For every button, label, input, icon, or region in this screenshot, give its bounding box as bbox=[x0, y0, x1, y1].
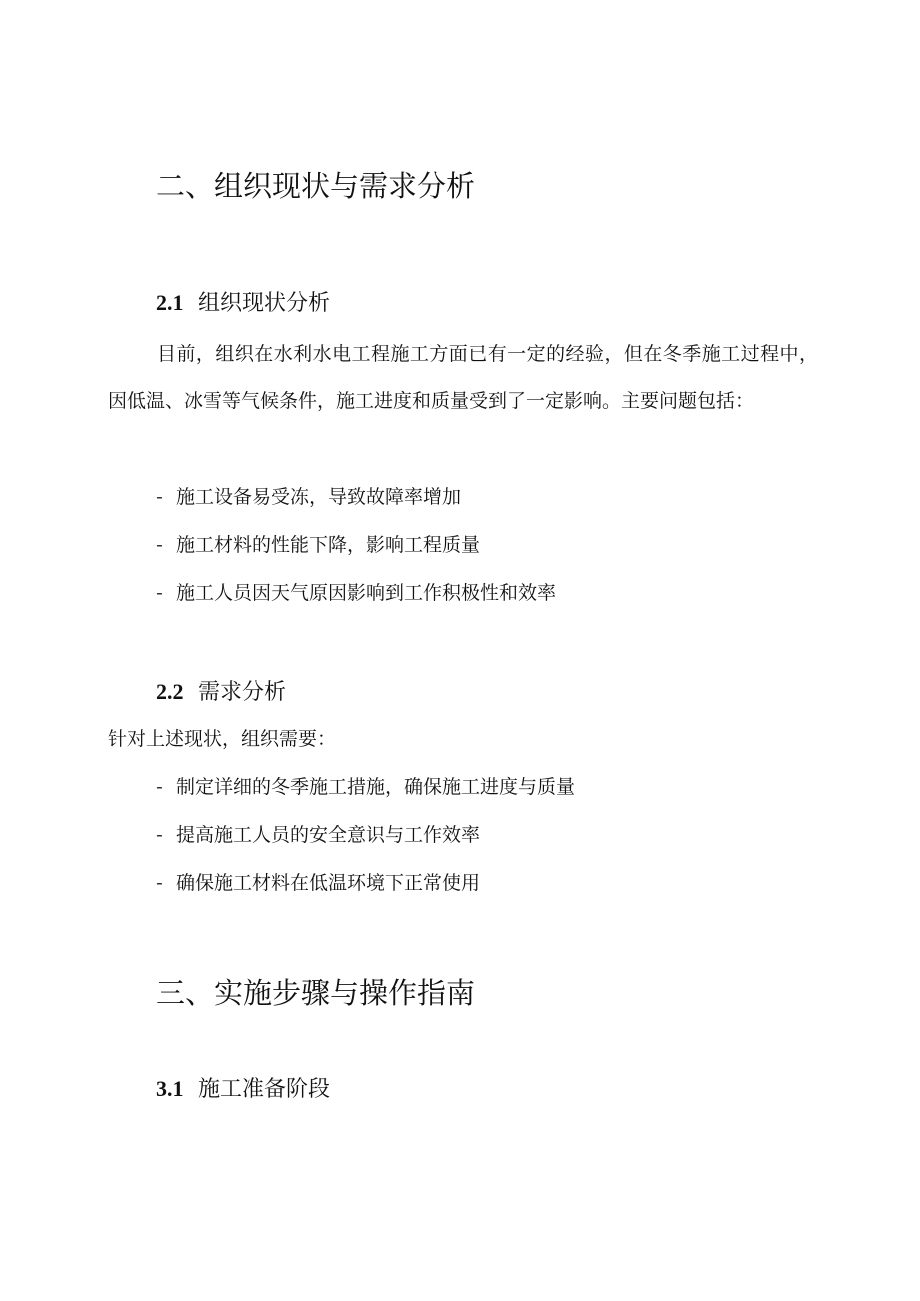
subsection-title: 施工准备阶段 bbox=[198, 1077, 331, 1102]
list-item-text: 确保施工材料在低温环境下正常使用 bbox=[176, 872, 481, 894]
intro-line: 针对上述现状，组织需要： bbox=[108, 728, 337, 750]
section-heading-2: 二、组织现状与需求分析 bbox=[156, 169, 476, 203]
subsection-heading-2-2 bbox=[156, 678, 286, 707]
bullet-marker: - bbox=[156, 582, 163, 604]
list-item-text: 提高施工人员的安全意识与工作效率 bbox=[176, 824, 481, 846]
list-item-text: 制定详细的冬季施工措施，确保施工进度与质量 bbox=[176, 776, 576, 798]
bullet-marker: - bbox=[156, 872, 163, 894]
bullet-marker: - bbox=[156, 486, 163, 508]
subsection-title: 需求分析 bbox=[198, 680, 287, 705]
subsection-title: 组织现状分析 bbox=[198, 291, 331, 316]
subsection-heading-2-1 bbox=[156, 289, 330, 318]
list-item-text: 施工材料的性能下降，影响工程质量 bbox=[176, 534, 481, 556]
list-item-text: 施工人员因天气原因影响到工作积极性和效率 bbox=[176, 582, 557, 604]
body-paragraph: 目前，组织在水利水电工程施工方面已有一定的经验，但在冬季施工过程中，因低温、冰雪等气候条件，施工进度和质量受到了一定影响。主要问题包括： bbox=[108, 343, 818, 412]
subsection-number: 2.1 bbox=[156, 290, 184, 315]
subsection-heading-3-1 bbox=[156, 1075, 330, 1104]
section-heading-3: 三、实施步骤与操作指南 bbox=[156, 976, 476, 1010]
list-item bbox=[156, 774, 575, 800]
list-item bbox=[156, 484, 461, 510]
list-item-text: 施工设备易受冻，导致故障率增加 bbox=[176, 486, 462, 508]
subsection-number: 2.2 bbox=[156, 679, 184, 704]
list-item bbox=[156, 580, 556, 606]
list-item bbox=[156, 870, 480, 896]
subsection-number: 3.1 bbox=[156, 1076, 184, 1101]
list-item bbox=[156, 822, 480, 848]
bullet-marker: - bbox=[156, 534, 163, 556]
list-item bbox=[156, 532, 480, 558]
bullet-marker: - bbox=[156, 824, 163, 846]
bullet-marker: - bbox=[156, 776, 163, 798]
